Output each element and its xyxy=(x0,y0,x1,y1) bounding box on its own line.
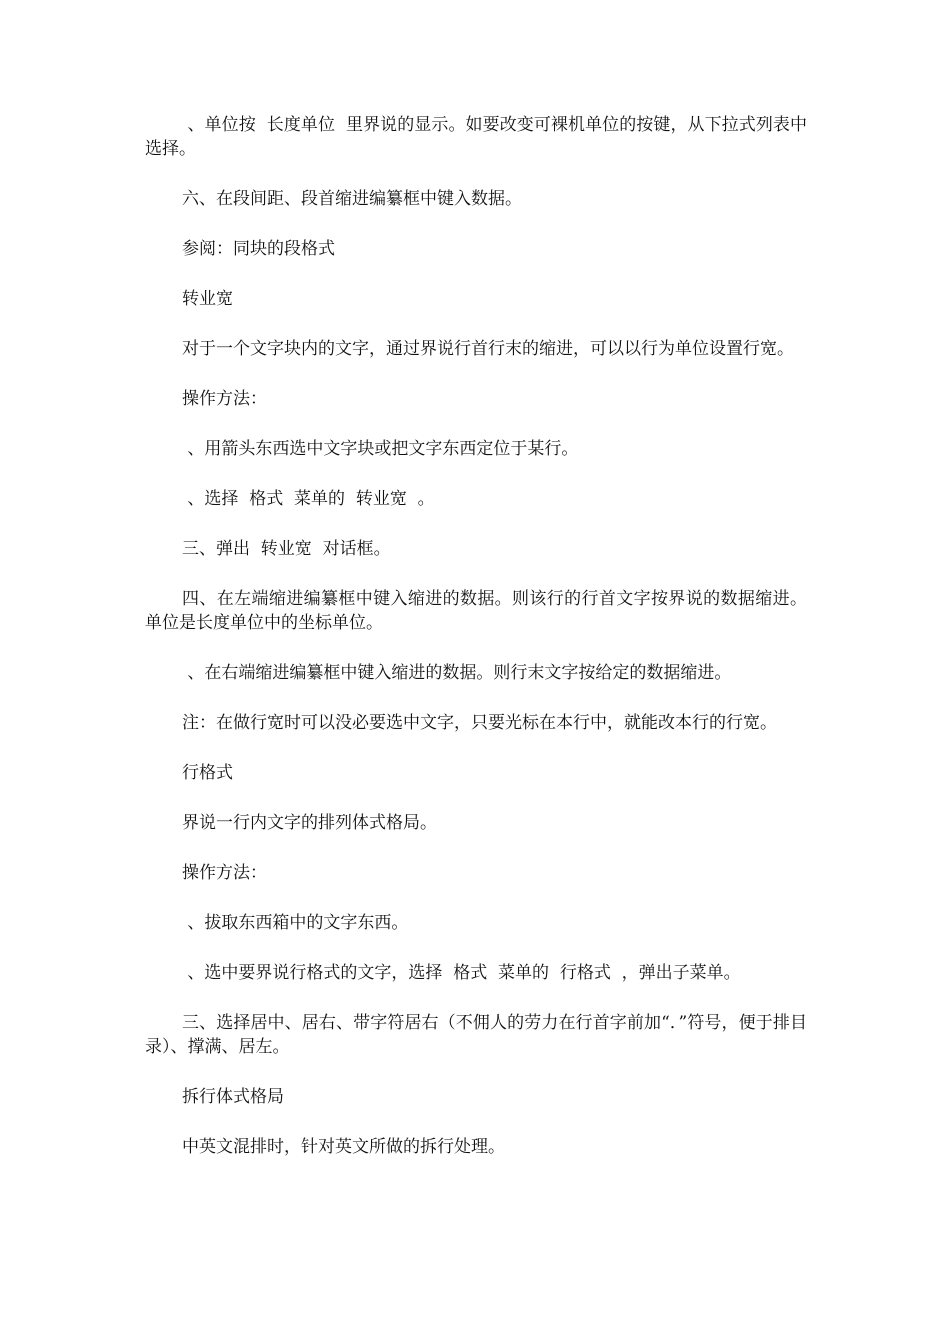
paragraph: 对于一个文字块内的文字，通过界说行首行末的缩进，可以以行为单位设置行宽。 xyxy=(182,339,794,359)
paragraph: 四、在左端缩进编纂框中键入缩进的数据。则该行的行首文字按界说的数据缩进。单位是长度单位中的坐标单位。 xyxy=(145,589,807,633)
section-heading: 行格式 xyxy=(182,763,233,783)
paragraph: 、在右端缩进编纂框中键入缩进的数据。则行末文字按给定的数据缩进。 xyxy=(182,663,732,683)
paragraph: 、拔取东西箱中的文字东西。 xyxy=(182,913,409,933)
paragraph: 界说一行内文字的排列体式格局。 xyxy=(182,813,437,833)
paragraph: 、单位按 长度单位 里界说的显示。如要改变可裸机单位的按键，从下拉式列表中选择。 xyxy=(145,115,807,159)
paragraph: 三、选择居中、居右、带字符居右（不佣人的劳力在行首字前加“．”符号，便于排目录）、撑满、居左。 xyxy=(145,1013,807,1057)
section-heading: 拆行体式格局 xyxy=(182,1087,284,1107)
paragraph: 中英文混排时，针对英文所做的拆行处理。 xyxy=(182,1137,505,1157)
paragraph: 注：在做行宽时可以没必要选中文字，只要光标在本行中，就能改本行的行宽。 xyxy=(182,713,777,733)
paragraph: 操作方法： xyxy=(182,863,267,883)
document-body xyxy=(145,113,807,1185)
paragraph: 三、弹出 转业宽 对话框。 xyxy=(182,539,391,559)
paragraph: 六、在段间距、段首缩进编纂框中键入数据。 xyxy=(182,189,522,209)
paragraph: 操作方法： xyxy=(182,389,267,409)
section-heading: 转业宽 xyxy=(182,289,233,309)
paragraph: 参阅：同块的段格式 xyxy=(182,239,335,259)
paragraph: 、用箭头东西选中文字块或把文字东西定位于某行。 xyxy=(182,439,579,459)
paragraph: 、选择 格式 菜单的 转业宽 。 xyxy=(182,489,435,509)
paragraph: 、选中要界说行格式的文字，选择 格式 菜单的 行格式 ，弹出子菜单。 xyxy=(182,963,741,983)
